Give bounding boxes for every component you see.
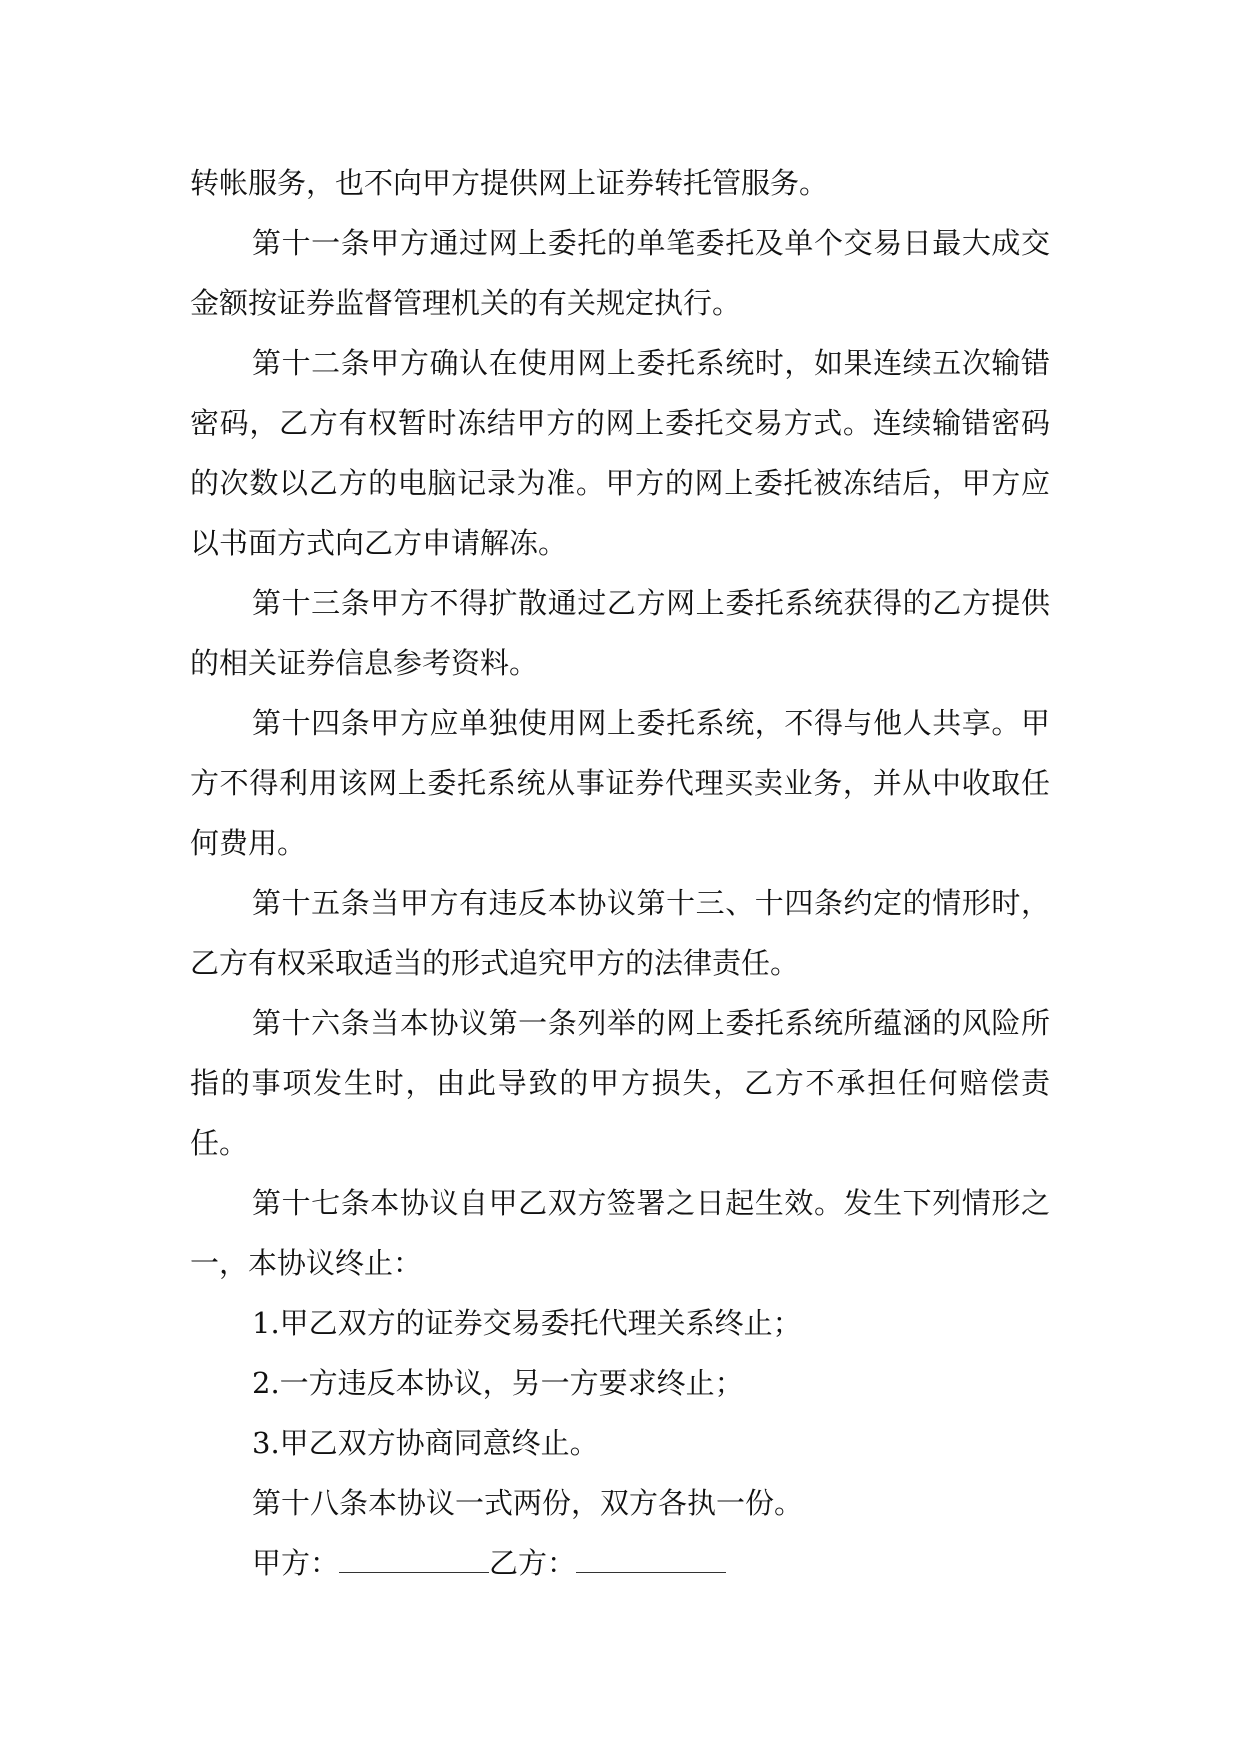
paragraph-continuation: 转帐服务，也不向甲方提供网上证券转托管服务。 xyxy=(190,166,829,200)
article-12: 第十二条甲方确认在使用网上委托系统时，如果连续五次输错密码，乙方有权暂时冻结甲方的网上委托交易方式。连续输错密码的次数以乙方的电脑记录为准。甲方的网上委托被冻结后，甲方应以书面方式向乙方申请解冻。 xyxy=(190,346,1050,560)
article-18: 第十八条本协议一式两份，双方各执一份。 xyxy=(252,1486,804,1520)
article-16: 第十六条当本协议第一条列举的网上委托系统所蕴涵的风险所指的事项发生时，由此导致的甲方损失，乙方不承担任何赔偿责任。 xyxy=(190,1006,1050,1160)
termination-item-1: 1.甲乙双方的证券交易委托代理关系终止； xyxy=(252,1306,802,1340)
termination-item-3: 3.甲乙双方协商同意终止。 xyxy=(252,1426,599,1460)
party-a-label: 甲方： xyxy=(252,1546,340,1580)
termination-item-2: 2.一方违反本协议，另一方要求终止； xyxy=(252,1366,744,1400)
signature-row xyxy=(190,1533,1050,1593)
article-11: 第十一条甲方通过网上委托的单笔委托及单个交易日最大成交金额按证券监督管理机关的有关规定执行。 xyxy=(190,226,1050,320)
party-a-signature-blank[interactable] xyxy=(339,1542,489,1573)
party-b-signature-blank[interactable] xyxy=(576,1542,726,1573)
article-17: 第十七条本协议自甲乙双方签署之日起生效。发生下列情形之一，本协议终止： xyxy=(190,1186,1050,1280)
party-b-label: 乙方： xyxy=(489,1546,577,1580)
document-body xyxy=(190,153,1050,1593)
article-14: 第十四条甲方应单独使用网上委托系统，不得与他人共享。甲方不得利用该网上委托系统从事证券代理买卖业务，并从中收取任何费用。 xyxy=(190,706,1050,860)
article-13: 第十三条甲方不得扩散通过乙方网上委托系统获得的乙方提供的相关证券信息参考资料。 xyxy=(190,586,1050,680)
article-15: 第十五条当甲方有违反本协议第十三、十四条约定的情形时，乙方有权采取适当的形式追究甲方的法律责任。 xyxy=(190,886,1050,980)
